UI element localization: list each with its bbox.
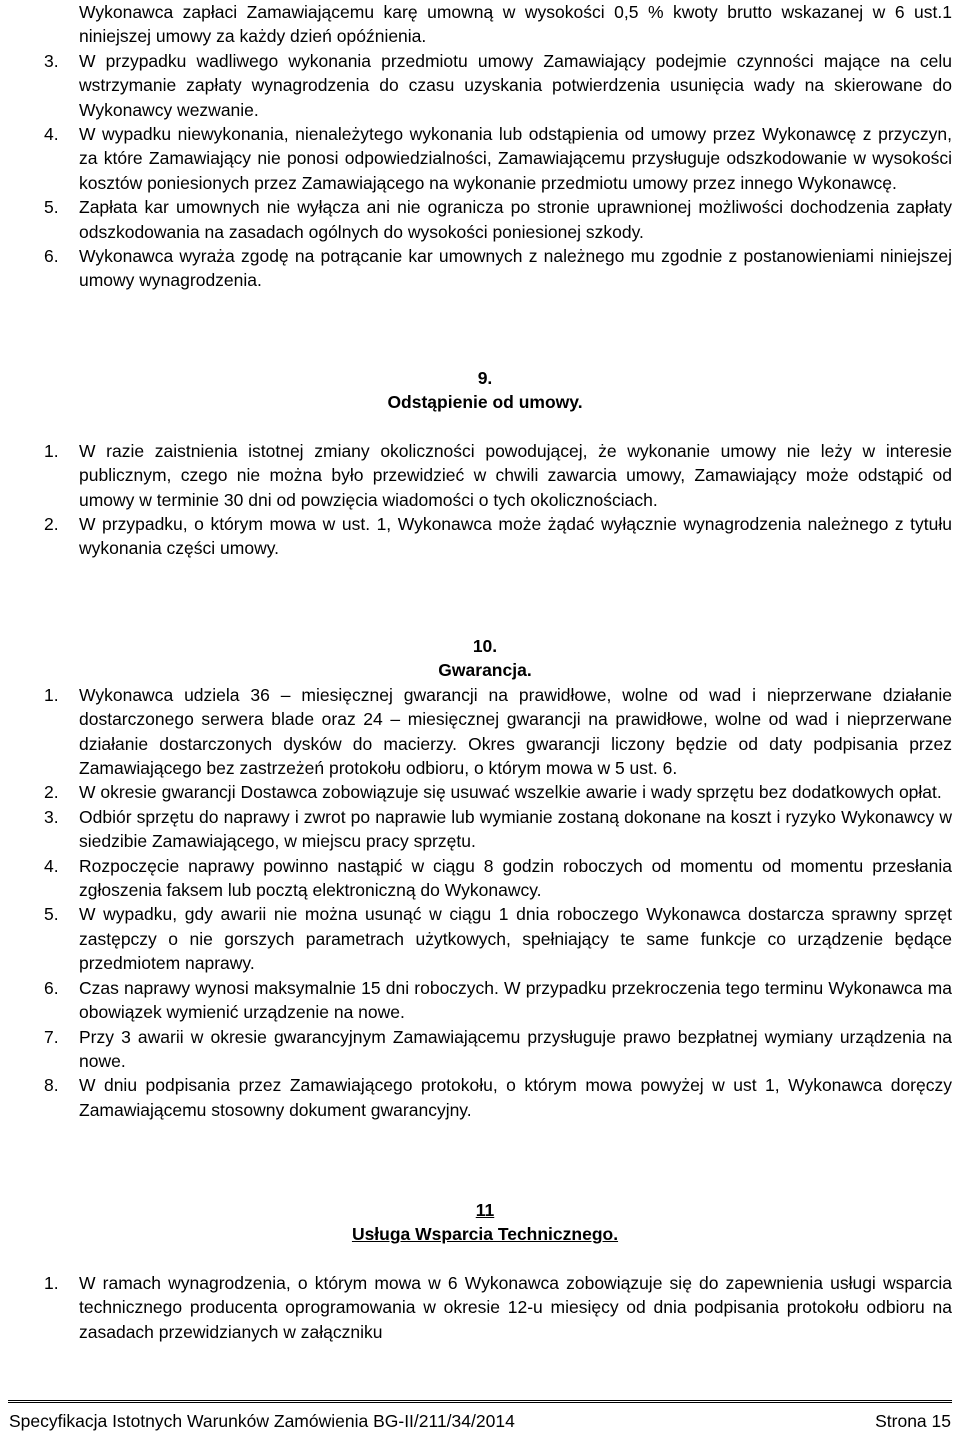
item-number: 1. xyxy=(44,1272,59,1293)
item-number: 2. xyxy=(44,514,59,535)
list-item xyxy=(0,1073,960,1122)
item-number: 1. xyxy=(44,684,59,705)
list-item xyxy=(0,902,960,975)
footer-divider xyxy=(8,1400,952,1405)
footer-page-number: Strona 15 xyxy=(875,1411,951,1431)
item-number: 5. xyxy=(44,197,59,218)
list-item xyxy=(0,195,960,244)
list-item xyxy=(0,805,960,854)
paragraph-continuation: Wykonawca zapłaci Zamawiającemu karę umowną w wysokości 0,5 % kwoty brutto wskazanej w 6 ust.1 niniejszej umowy za każdy dzień opóźnienia. xyxy=(79,2,952,47)
item-number: 6. xyxy=(44,246,59,267)
item-number: 3. xyxy=(44,50,59,71)
section-number: 11 xyxy=(475,1200,495,1220)
item-text: W dniu podpisania przez Zamawiającego protokołu, o którym mowa powyżej w ust 1, Wykonawca doręczy Zamawiającemu stosowny dokument gwarancyjny. xyxy=(79,1075,952,1120)
list-item xyxy=(0,854,960,903)
item-number: 7. xyxy=(44,1026,59,1047)
section-title: Usługa Wsparcia Technicznego. xyxy=(351,1224,619,1245)
page-footer xyxy=(9,1409,951,1433)
item-text: Wykonawca wyraża zgodę na potrącanie kar umownych z należnego mu zgodnie z postanowieniami niniejszej umowy wynagrodzenia. xyxy=(79,246,952,291)
list-item xyxy=(0,976,960,1025)
section-title: Gwarancja. xyxy=(438,660,532,681)
item-number: 2. xyxy=(44,782,59,803)
item-text: W okresie gwarancji Dostawca zobowiązuje się usuwać wszelkie awarie i wady sprzętu bez dodatkowych opłat. xyxy=(79,782,942,803)
item-text: W przypadku wadliwego wykonania przedmiotu umowy Zamawiający podejmie czynności mające na celu wstrzymanie zapłaty wynagrodzenia do czasu uzyskania potwierdzenia usunięcia wady na skierowane do Wykonawcy wezwanie. xyxy=(79,50,952,120)
item-number: 5. xyxy=(44,904,59,925)
item-text: W przypadku, o którym mowa w ust. 1, Wykonawca może żądać wyłącznie wynagrodzenia należnego z tytułu wykonania części umowy. xyxy=(79,514,952,559)
item-text: W wypadku, gdy awarii nie można usunąć w ciągu 1 dnia roboczego Wykonawca dostarcza sprawny sprzęt zastępczy o nie gorszych parametrach użytkowych, spełniający te same funkcje co urządzenie będące przedmiotem naprawy. xyxy=(79,904,952,974)
list-item xyxy=(0,1271,960,1344)
item-text: W ramach wynagrodzenia, o którym mowa w 6 Wykonawca zobowiązuje się do zapewnienia usługi wsparcia technicznego producenta oprogramowania w okresie 12-u miesięcy od dnia podpisania protokołu odbioru na zasadach przewidzianych w załączniku xyxy=(79,1272,952,1342)
item-text: W wypadku niewykonania, nienależytego wykonania lub odstąpienia od umowy przez Wykonawcę z przyczyn, za które Zamawiający nie ponosi odpowiedzialności, Zamawiającemu przysługuje odszkodowanie w wysokości kosztów poniesionych przez Zamawiającego na wykonanie przedmiotu umowy przez innego Wykonawcę. xyxy=(79,124,952,193)
item-text: Rozpoczęcie naprawy powinno nastąpić w ciągu 8 godzin roboczych od momentu od momentu przesłania zgłoszenia faksem lub pocztą elektroniczną do Wykonawcy. xyxy=(79,855,952,901)
item-text: Zapłata kar umownych nie wyłącza ani nie ogranicza po stronie uprawnionej możliwości dochodzenia zapłaty odszkodowania na zasadach ogólnych do wysokości poniesionej szkody. xyxy=(79,197,952,242)
item-number: 1. xyxy=(44,440,59,461)
section-10 xyxy=(0,634,960,1122)
section-title: Odstąpienie od umowy. xyxy=(387,392,583,413)
list-item xyxy=(0,49,960,122)
item-number: 6. xyxy=(44,977,59,998)
list-item xyxy=(0,122,960,195)
item-text: Przy 3 awarii w okresie gwarancyjnym Zamawiającemu przysługuje prawo bezpłatnej wymiany urządzenia na nowe. xyxy=(79,1026,952,1071)
item-text: W razie zaistnienia istotnej zmiany okoliczności powodującej, że wykonanie umowy nie leży w interesie publicznym, czego nie można było przewidzieć w chwili zawarcia umowy, Zamawiający może odstąpić od umowy w terminie 30 dni od powzięcia wiadomości o tych okolicznościach. xyxy=(79,440,952,510)
section-11 xyxy=(0,1198,960,1344)
item-number: 4. xyxy=(44,855,59,876)
item-text: Wykonawca udziela 36 – miesięcznej gwarancji na prawidłowe, wolne od wad i nieprzerwane działanie dostarczonego serwera blade oraz 24 – miesięcznej gwarancji na prawidłowe, wolne od wad i nieprzerwane działanie dostarczonych dysków do macierzy. Okres gwarancji liczony będzie od daty podpisania przez Zamawiającego bez zastrzeżeń protokołu odbioru, o którym mowa w 5 ust. 6. xyxy=(79,684,952,779)
section-number: 10. xyxy=(472,636,498,656)
list-item xyxy=(0,683,960,781)
section-number: 9. xyxy=(477,368,493,388)
list-item xyxy=(0,512,960,561)
list-item xyxy=(0,439,960,512)
footer-document-title: Specyfikacja Istotnych Warunków Zamówienia BG-II/211/34/2014 xyxy=(9,1411,515,1431)
penalties-continuation xyxy=(0,0,960,293)
list-item xyxy=(0,244,960,293)
item-number: 4. xyxy=(44,124,59,145)
list-item xyxy=(0,1025,960,1074)
item-number: 3. xyxy=(44,806,59,827)
item-text: Odbiór sprzętu do naprawy i zwrot po naprawie lub wymianie zostaną dokonane na koszt i ryzyko Wykonawcy w siedzibie Zamawiającego, w miejscu pracy sprzętu. xyxy=(79,806,952,852)
list-item xyxy=(0,780,960,804)
section-9 xyxy=(0,366,960,561)
item-number: 8. xyxy=(44,1075,59,1096)
item-text: Czas naprawy wynosi maksymalnie 15 dni roboczych. W przypadku przekroczenia tego terminu Wykonawca ma obowiązek wymienić urządzenie na nowe. xyxy=(79,977,952,1023)
